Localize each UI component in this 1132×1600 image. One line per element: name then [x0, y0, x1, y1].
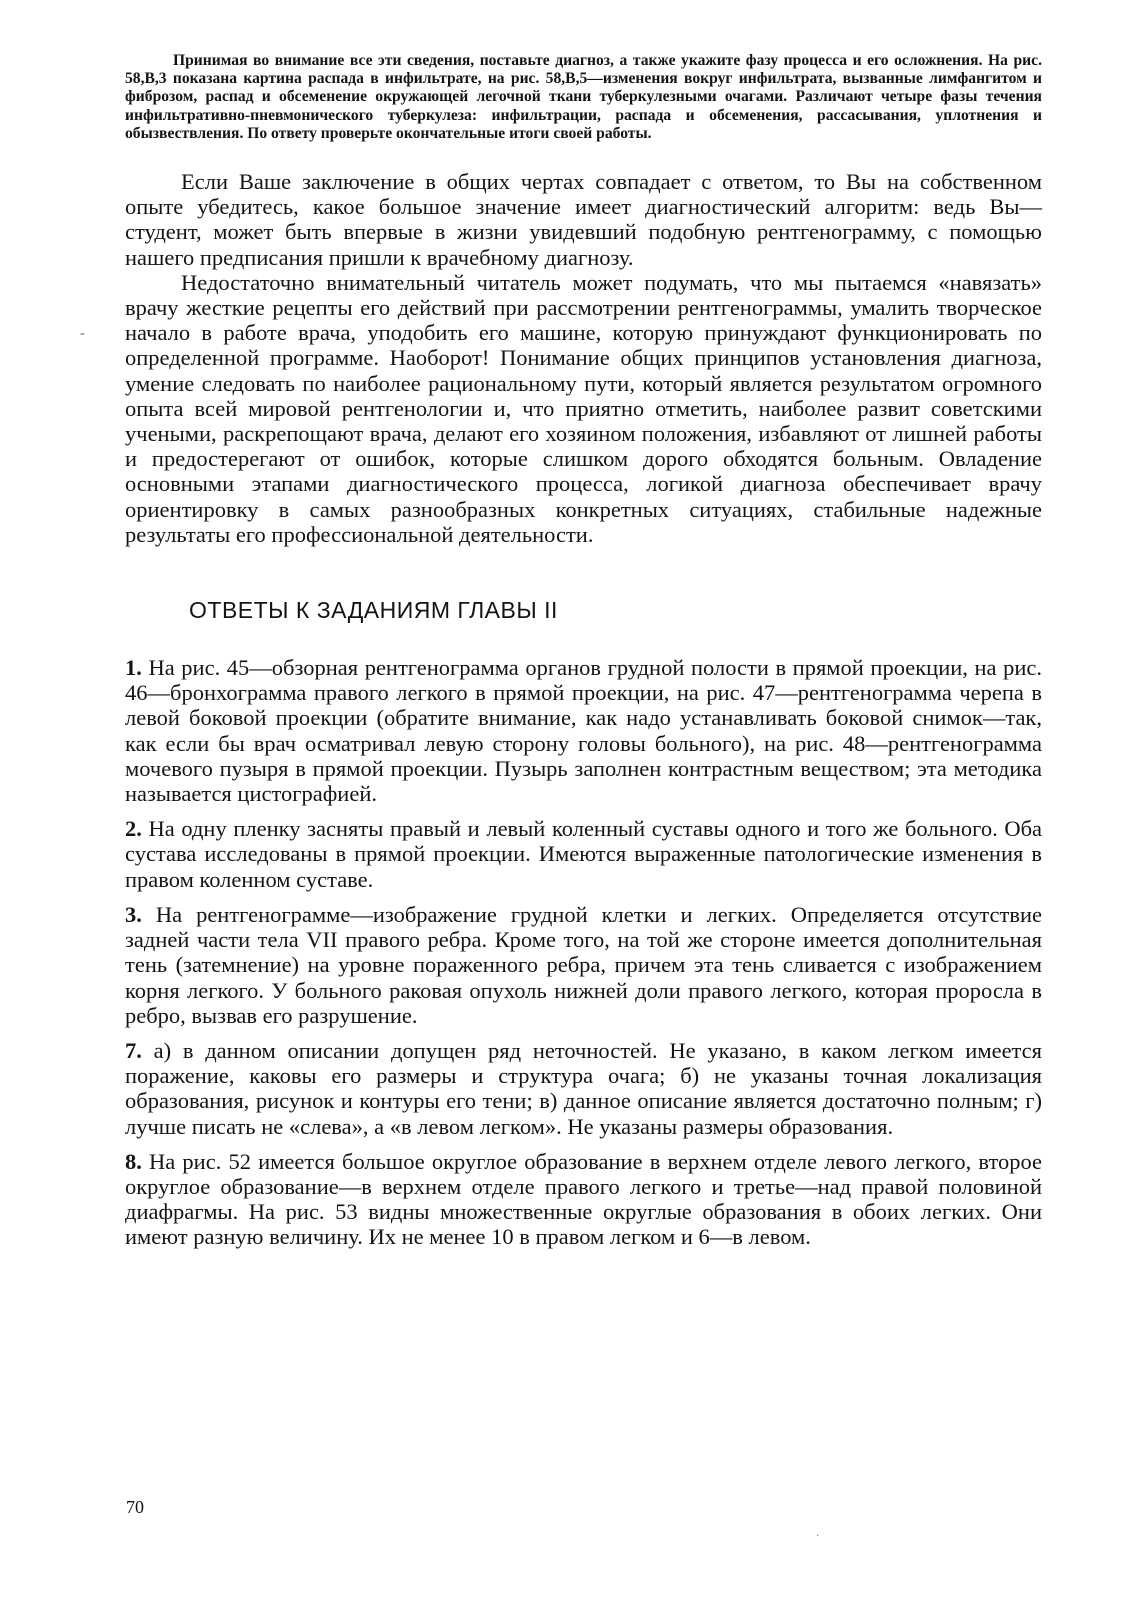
margin-mark: - — [80, 326, 85, 341]
answer-item — [125, 655, 1042, 806]
answer-number: 7. — [125, 1037, 142, 1063]
answer-number: 1. — [125, 655, 142, 681]
answer-text: На одну пленку засняты правый и левый коленный суставы одного и того же больного. Оба сустава исследованы в прямой проекции. Имеются выраженные патологические изменения в правом коленном суставе. — [125, 816, 1043, 892]
answer-number: 2. — [125, 816, 142, 842]
book-page — [125, 52, 1042, 1260]
answer-text: а) в данном описании допущен ряд неточностей. Не указано, в каком легком имеется поражение, каковы его размеры и структура очага; б) не указаны точная локализация образования, рисунок и контуры его тени; в) данное описание является достаточно полным; г) лучше писать не «слева», а «в левом легком». Не указаны размеры образования. — [125, 1037, 1042, 1139]
answer-text: На рентгенограмме—изображение грудной клетки и легких. Определяется отсутствие задней части тела VII правого ребра. Кроме того, на той же стороне имеется дополнительная тень (затемнение) на уровне пораженного ребра, причем эта тень сливается с изображением корня легкого. У больного раковая опухоль нижней доли правого легкого, которая проросла в ребро, вызвав его разрушение. — [125, 901, 1043, 1028]
section-heading: ОТВЕТЫ К ЗАДАНИЯМ ГЛАВЫ II — [189, 597, 558, 624]
body-paragraph: Недостаточно внимательный читатель может подумать, что мы пытаемся «навязать» врачу жесткие рецепты его действий при рассмотрении рентгенограммы, умалить творческое начало в работе врача, уподобить его машине, которую принуждают функционировать по определенной программе. Наоборот! Понимание общих принципов установления диагноза, умение следовать по наиболее рациональному пути, который является результатом огромного опыта всей мировой рентгенологии и, что приятно отметить, наиболее развит советскими учеными, раскрепощают врача, делают его хозяином положения, избавляют от лишней работы и предостерегают от ошибок, которые слишком дорого обходятся больным. Овладение основными этапами диагностического процесса, логикой диагноза обеспечивает врачу ориентировку в самых разнообразных конкретных ситуациях, стабильные надежные результаты его профессиональной деятельности. — [125, 269, 1042, 547]
page-number: 70 — [126, 1497, 144, 1517]
answer-text: На рис. 45—обзорная рентгенограмма органов грудной полости в прямой проекции, на рис. 46—бронхограмма правого легкого в прямой проекции, на рис. 47—рентгенограмма черепа в левой боковой проекции (обратите внимание, как надо устанавливать боковой снимок—так, как если бы врач осматривал левую сторону головы больного), на рис. 48—рентгенограмма мочевого пузыря в прямой проекции. Пузырь заполнен контрастным веществом; эта методика называется цистографией. — [125, 655, 1042, 807]
answer-item — [125, 816, 1042, 892]
answer-number: 8. — [125, 1148, 142, 1174]
intro-paragraph: Принимая во внимание все эти сведения, поставьте диагноз, а также укажите фазу процесса и его осложнения. На рис. 58,В,3 показана картина распада в инфильтрате, на рис. 58,В,5—изменения вокруг инфильтрата, вызванные лимфангитом и фиброзом, распад и обсеменение окружающей легочной ткани туберкулезными очагами. Различают четыре фазы течения инфильтративно-пневмонического туберкулеза: инфильтрации, распада и обсеменения, рассасывания, уплотнения и обызвествления. По ответу проверьте окончательные итоги своей работы. — [125, 52, 1042, 142]
body-paragraph: Если Ваше заключение в общих чертах совпадает с ответом, то Вы на собственном опыте убедитесь, какое большое значение имеет диагностический алгоритм: ведь Вы—студент, может быть впервые в жизни увидевший подобную рентгенограмму, с помощью нашего предписания пришли к врачебному диагнозу. — [125, 169, 1042, 270]
answer-item — [125, 902, 1042, 1028]
answer-text: На рис. 52 имеется большое округлое образование в верхнем отделе левого легкого, второе округлое образование—в верхнем отделе правого легкого и третье—над правой половиной диафрагмы. На рис. 53 видны множественные округлые образования в обоих легких. Они имеют разную величину. Их не менее 10 в правом легком и 6—в левом. — [125, 1148, 1042, 1250]
answer-item — [125, 1038, 1042, 1139]
scan-speck: · — [816, 1531, 820, 1542]
answer-number: 3. — [125, 901, 142, 927]
answer-item — [125, 1149, 1042, 1250]
